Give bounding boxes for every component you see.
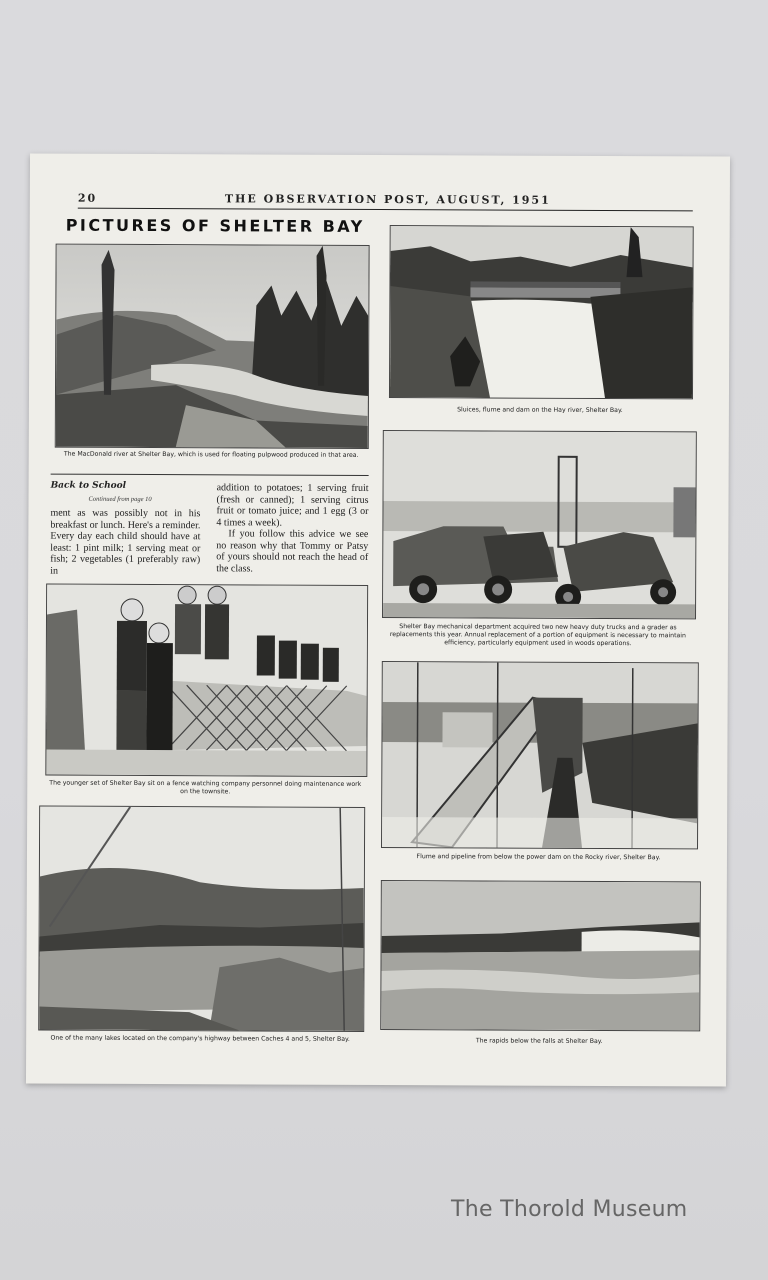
trucks-grader-caption: Shelter Bay mechanical department acquired two new heavy duty trucks and a grader as replacements this year. Annual replacement of a portion of equipment is necessary to maintain efficiency, particularly equipment used in woods operations. (389, 623, 686, 648)
page-title: PICTURES OF SHELTER BAY (65, 215, 365, 236)
article-col2a-text: addition to potatoes; 1 serving fruit (fresh or canned); 1 serving citrus fruit or tomato juice; and 1 egg (3 or 4 times a week). (216, 482, 369, 529)
macdonald-river-photo (55, 244, 370, 449)
article-column-1 (50, 508, 200, 578)
page-header (78, 190, 693, 212)
rapids-photo (380, 880, 701, 1031)
flume-pipeline-caption: Flume and pipeline from below the power dam on the Rocky river, Shelter Bay. (416, 853, 661, 862)
flume-pipeline-photo (381, 661, 699, 849)
children-fence-photo (45, 584, 368, 777)
article-col1-text: ment as was possibly not in his breakfast or lunch. Here's a reminder. Every day each child should have at least: 1 pint milk; 1 serving meat or fish; 2 vegetables (1 preferably raw) in (50, 507, 201, 577)
article-column-2 (216, 482, 368, 575)
article-heading: Back to School (50, 480, 127, 491)
rapids-caption: The rapids below the falls at Shelter Bay. (475, 1037, 603, 1045)
continued-note: Continued from page 10 (88, 495, 152, 504)
trucks-grader-photo (382, 430, 697, 619)
page-number: 20 (77, 191, 98, 205)
lake-photo (38, 806, 365, 1032)
lake-caption: One of the many lakes located on the company's highway between Caches 4 and 5, Shelter Bay. (50, 1034, 350, 1043)
caption-divider (51, 474, 369, 476)
magazine-page (26, 153, 730, 1086)
macdonald-river-caption: The MacDonald river at Shelter Bay, which is used for floating pulpwood produced in that area. (63, 450, 359, 459)
children-fence-caption: The younger set of Shelter Bay sit on a fence watching company personnel doing maintenance work on the townsite. (49, 779, 362, 796)
hay-river-sluices-photo (389, 225, 694, 399)
article-col2b-text: If you follow this advice we see no reason why that Tommy or Patsy of yours should not reach the head of the class. (216, 528, 369, 574)
publication-line: THE OBSERVATION POST, AUGUST, 1951 (224, 192, 551, 207)
museum-watermark: The Thorold Museum (451, 1197, 688, 1222)
hay-river-sluices-caption: Sluices, flume and dam on the Hay river, Shelter Bay. (457, 406, 623, 415)
